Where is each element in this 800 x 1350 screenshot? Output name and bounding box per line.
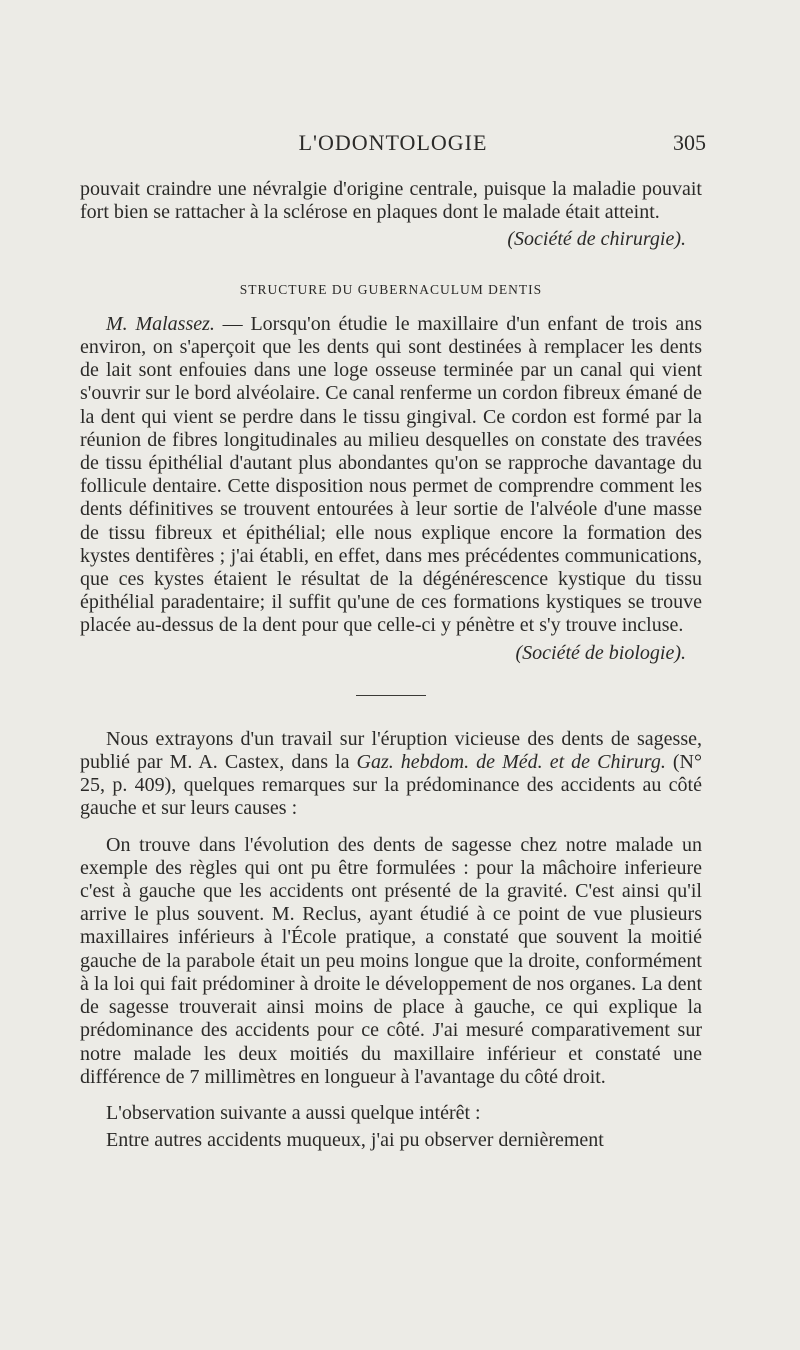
source-citation-2: (Société de biologie). [515,641,686,664]
paragraph-5: L'observation suivante a aussi quelque intérêt : [106,1101,481,1124]
paragraph-2-text: — Lorsqu'on étudie le maxillaire d'un enfant de trois ans environ, on s'aperçoit que les dents qui sont destinées à remplacer les dents de lait sont enfouies dans une loge osseuse terminée par un canal qui vient s'ouvrir sur le bord alvéolaire. Ce canal renferme un cordon fibreux émané de la dent qui vient se perdre dans le tissu gingival. Ce cordon est formé par la réunion de fibres longitudinales au milieu desquelles on constate des travées de tissu épithélial d'autant plus abondantes qu'on se rapproche davantage du follicule dentaire. Cette disposition nous permet de comprendre comment les dents définitives se trouvent entourées à leur sortie de l'alvéole d'une masse de tissu fibreux et épithélial; elle nous explique encore la formation des kystes dentifères ; j'ai établi, en effet, dans mes précédentes communications, que ces kystes étaient le résultat de la dégénérescence kystique du tissu épithélial paradentaire; il suffit qu'une de ces formations kystiques se trouve placée au-dessus de la dent pour que celle-ci y pénètre et s'y trouve incluse. [80,312,702,637]
journal-title: Gaz. hebdom. de Méd. et de Chirurg. [356,751,666,774]
paragraph-1: pouvait craindre une névralgie d'origine centrale, puisque la maladie pouvait fort bien se rattacher à la sclérose en plaques dont le malade était atteint. [80,178,702,224]
paragraph-3-text-before: Nous extrayons d'un travail sur l'éruption vicieuse des dents de sagesse, publié par M. A. Castex, dans la [80,727,702,774]
section-divider [356,695,426,696]
paragraph-4: On trouve dans l'évolution des dents de sagesse chez notre malade un exemple des règles qui ont pu être formulées : pour la mâchoire inferieure c'est à gauche que les accidents ont présenté de la gravité. C'est ainsi qu'il arrive le plus souvent. M. Reclus, ayant étudié à ce point de vue plusieurs maxillaires inférieurs à l'École pratique, a constaté que souvent la moitié gauche de la parabole était un peu moins longue que la droite, conformément à la loi qui fait prédominer à droite le développement de nos organes. La dent de sagesse trouverait ainsi moins de place à gauche, ce qui explique la prédominance des accidents pour ce côté. J'ai mesuré comparativement sur notre malade les deux moitiés du maxillaire inférieur et constaté une différence de 7 millimètres en longueur à l'avantage du côté droit. [80,833,702,1088]
author-name: M. Malassez. [106,312,215,335]
paragraph-3-text-after: (N° 25, p. 409), quelques remarques sur la prédominance des accidents au côté gauche et sur leurs causes : [80,751,702,820]
page-number: 305 [673,130,706,155]
running-head [80,130,706,160]
section-title: STRUCTURE DU GUBERNACULUM DENTIS [239,281,543,297]
paragraph-2 [80,313,702,638]
paragraph-3 [80,728,702,821]
running-title: L'ODONTOLOGIE [298,130,488,155]
text-block [80,178,702,1152]
source-citation-1: (Société de chirurgie). [507,228,686,251]
paragraph-6: Entre autres accidents muqueux, j'ai pu observer dernièrement [106,1129,604,1152]
